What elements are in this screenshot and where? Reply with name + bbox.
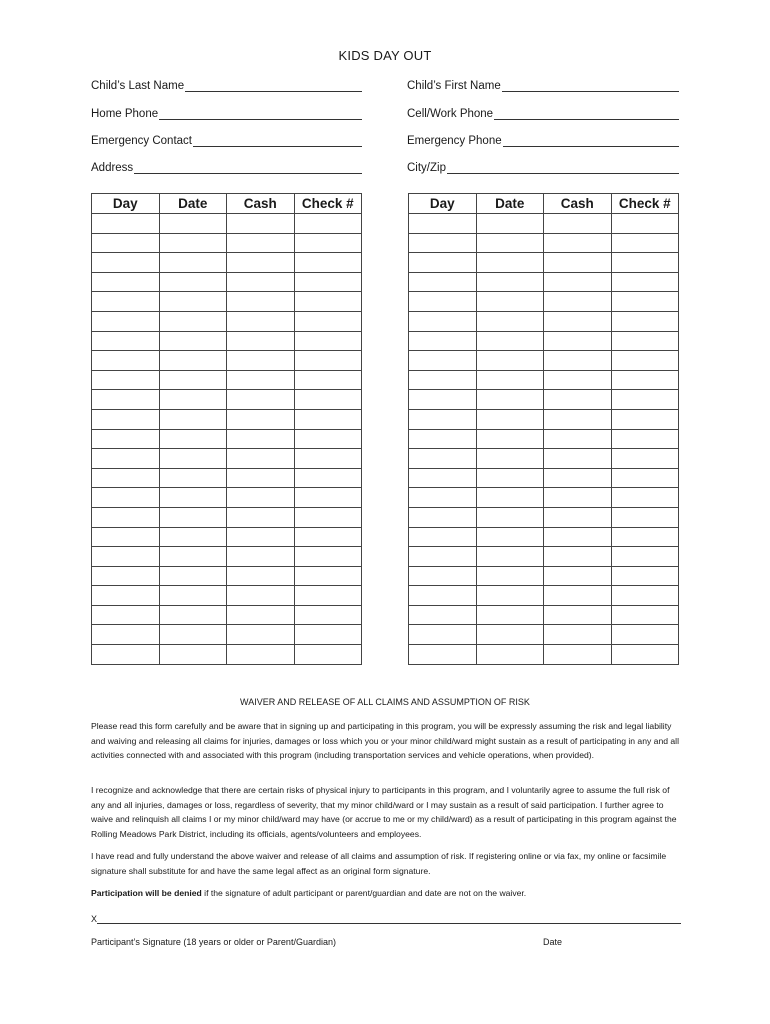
table-row: [409, 214, 679, 234]
table-cell[interactable]: [227, 449, 295, 469]
table-cell[interactable]: [294, 429, 362, 449]
table-cell[interactable]: [227, 527, 295, 547]
table-cell[interactable]: [476, 272, 544, 292]
cell-work-phone-field[interactable]: [407, 106, 679, 120]
table-row: [92, 625, 362, 645]
table-row: [92, 507, 362, 527]
table-row: [92, 547, 362, 567]
table-cell[interactable]: [92, 625, 160, 645]
table-cell[interactable]: [476, 390, 544, 410]
table-row: [409, 449, 679, 469]
table-cell[interactable]: [92, 586, 160, 606]
table-cell[interactable]: [227, 311, 295, 331]
table-cell[interactable]: [159, 449, 227, 469]
table-row: [92, 331, 362, 351]
table-cell[interactable]: [159, 625, 227, 645]
cell-work-phone-line[interactable]: [494, 107, 679, 120]
table-cell[interactable]: [227, 547, 295, 567]
table-cell[interactable]: [92, 351, 160, 371]
table-cell[interactable]: [409, 645, 477, 665]
table-cell[interactable]: [611, 390, 679, 410]
date-label: Date: [543, 937, 563, 947]
day-header: Day: [92, 194, 160, 214]
table-cell[interactable]: [92, 507, 160, 527]
table-cell[interactable]: [409, 625, 477, 645]
table-cell[interactable]: [227, 468, 295, 488]
table-cell[interactable]: [92, 645, 160, 665]
table-row: [409, 311, 679, 331]
table-cell[interactable]: [476, 214, 544, 234]
day-header: Day: [409, 194, 477, 214]
table-row: [409, 233, 679, 253]
table-cell[interactable]: [227, 409, 295, 429]
child-first-name-line[interactable]: [502, 79, 679, 92]
table-cell[interactable]: [159, 370, 227, 390]
table-cell[interactable]: [476, 429, 544, 449]
table-cell[interactable]: [92, 331, 160, 351]
table-row: [92, 488, 362, 508]
table-cell[interactable]: [92, 547, 160, 567]
table-cell[interactable]: [544, 370, 612, 390]
table-cell[interactable]: [544, 507, 612, 527]
table-cell[interactable]: [409, 409, 477, 429]
table-cell[interactable]: [476, 253, 544, 273]
table-cell[interactable]: [409, 311, 477, 331]
table-cell[interactable]: [476, 331, 544, 351]
table-cell[interactable]: [294, 292, 362, 312]
table-cell[interactable]: [159, 507, 227, 527]
date-header: Date: [159, 194, 227, 214]
waiver-title: WAIVER AND RELEASE OF ALL CLAIMS AND ASSUMPTION OF RISK: [240, 697, 530, 707]
table-cell[interactable]: [611, 547, 679, 567]
emergency-phone-line[interactable]: [503, 134, 679, 147]
table-row: [409, 409, 679, 429]
table-cell[interactable]: [476, 311, 544, 331]
table-row: [92, 645, 362, 665]
table-cell[interactable]: [227, 507, 295, 527]
table-cell[interactable]: [159, 527, 227, 547]
form-title: KIDS DAY OUT: [338, 48, 432, 63]
table-cell[interactable]: [544, 429, 612, 449]
table-cell[interactable]: [294, 272, 362, 292]
table-cell[interactable]: [159, 331, 227, 351]
child-last-name-field[interactable]: [91, 78, 362, 92]
cash-header: Cash: [227, 194, 295, 214]
table-cell[interactable]: [294, 409, 362, 429]
table-cell[interactable]: [92, 233, 160, 253]
table-row: [409, 566, 679, 586]
table-cell[interactable]: [409, 253, 477, 273]
table-cell[interactable]: [159, 253, 227, 273]
table-row: [92, 586, 362, 606]
table-cell[interactable]: [227, 566, 295, 586]
table-row: [409, 586, 679, 606]
table-cell[interactable]: [92, 605, 160, 625]
table-cell[interactable]: [611, 449, 679, 469]
table-row: [409, 468, 679, 488]
address-label: Address: [91, 162, 134, 174]
city-zip-line[interactable]: [447, 161, 679, 174]
table-cell[interactable]: [611, 272, 679, 292]
table-cell[interactable]: [159, 409, 227, 429]
table-cell[interactable]: [611, 605, 679, 625]
table-cell[interactable]: [544, 409, 612, 429]
table-cell[interactable]: [611, 409, 679, 429]
table-cell[interactable]: [294, 488, 362, 508]
table-cell[interactable]: [409, 507, 477, 527]
table-cell[interactable]: [294, 645, 362, 665]
table-cell[interactable]: [409, 449, 477, 469]
table-cell[interactable]: [294, 253, 362, 273]
table-cell[interactable]: [92, 390, 160, 410]
table-row: [92, 527, 362, 547]
table-row: [409, 605, 679, 625]
table-cell[interactable]: [159, 214, 227, 234]
cash-header: Cash: [544, 194, 612, 214]
table-cell[interactable]: [476, 488, 544, 508]
table-cell[interactable]: [227, 233, 295, 253]
table-row: [92, 605, 362, 625]
table-cell[interactable]: [294, 449, 362, 469]
table-cell[interactable]: [92, 527, 160, 547]
city-zip-label: City/Zip: [407, 162, 446, 174]
table-cell[interactable]: [227, 272, 295, 292]
table-cell[interactable]: [294, 331, 362, 351]
table-cell[interactable]: [294, 390, 362, 410]
table-row: [92, 390, 362, 410]
table-row: [92, 253, 362, 273]
table-cell[interactable]: [476, 566, 544, 586]
table-cell[interactable]: [544, 625, 612, 645]
table-cell[interactable]: [476, 449, 544, 469]
table-cell[interactable]: [92, 370, 160, 390]
table-cell[interactable]: [92, 272, 160, 292]
attendance-table-right: [408, 193, 679, 665]
table-row: [409, 370, 679, 390]
table-row: [92, 351, 362, 371]
table-row: [409, 625, 679, 645]
address-line[interactable]: [134, 161, 362, 174]
table-cell[interactable]: [409, 586, 477, 606]
signature-x-mark: X: [91, 914, 98, 924]
table-cell[interactable]: [159, 311, 227, 331]
table-cell[interactable]: [159, 468, 227, 488]
table-cell[interactable]: [611, 253, 679, 273]
waiver-paragraph-2: I recognize and acknowledge that there are certain risks of physical injury to participants in this program, and I voluntarily agree to assume the full risk of any and all injuries, damages or loss, regardless of severity, that my minor child/ward or I may sustain as a result of said participation. I further agree to waive and relinquish all claims I or my minor child/ward may have (or accrue to me or my child/ward) as a result of participating in this program against the Rolling Meadows Park District, including its officials, agents/volunteers and employees.: [91, 785, 677, 839]
table-row: [409, 488, 679, 508]
table-cell[interactable]: [476, 292, 544, 312]
table-cell[interactable]: [159, 233, 227, 253]
table-cell[interactable]: [544, 390, 612, 410]
table-cell[interactable]: [611, 311, 679, 331]
table-cell[interactable]: [159, 566, 227, 586]
table-row: [92, 566, 362, 586]
table-row: [92, 370, 362, 390]
table-cell[interactable]: [92, 253, 160, 273]
table-cell[interactable]: [294, 233, 362, 253]
table-cell[interactable]: [611, 645, 679, 665]
table-cell[interactable]: [544, 566, 612, 586]
table-cell[interactable]: [92, 429, 160, 449]
table-cell[interactable]: [544, 351, 612, 371]
table-cell[interactable]: [611, 214, 679, 234]
table-cell[interactable]: [409, 488, 477, 508]
table-cell[interactable]: [92, 214, 160, 234]
table-cell[interactable]: [159, 547, 227, 567]
table-row: [409, 429, 679, 449]
table-cell[interactable]: [92, 292, 160, 312]
table-cell[interactable]: [409, 390, 477, 410]
table-cell[interactable]: [476, 625, 544, 645]
table-cell[interactable]: [227, 351, 295, 371]
table-cell[interactable]: [544, 488, 612, 508]
table-row: [409, 390, 679, 410]
table-cell[interactable]: [544, 272, 612, 292]
table-row: [409, 331, 679, 351]
waiver-paragraph-4: [91, 886, 683, 901]
table-row: [409, 547, 679, 567]
table-cell[interactable]: [227, 488, 295, 508]
address-field[interactable]: [91, 160, 362, 174]
table-cell[interactable]: [611, 331, 679, 351]
table-cell[interactable]: [294, 370, 362, 390]
table-cell[interactable]: [227, 390, 295, 410]
table-cell[interactable]: [409, 527, 477, 547]
table-cell[interactable]: [92, 488, 160, 508]
table-cell[interactable]: [294, 566, 362, 586]
table-cell[interactable]: [294, 586, 362, 606]
table-row: [92, 233, 362, 253]
table-row: [409, 527, 679, 547]
table-cell[interactable]: [476, 468, 544, 488]
table-cell[interactable]: [409, 272, 477, 292]
table-cell[interactable]: [409, 214, 477, 234]
home-phone-label: Home Phone: [91, 108, 159, 120]
table-row: [409, 351, 679, 371]
table-cell[interactable]: [294, 468, 362, 488]
participant-signature-label: Participant’s Signature (18 years or older or Parent/Guardian): [91, 937, 336, 947]
table-cell[interactable]: [544, 214, 612, 234]
table-cell[interactable]: [409, 547, 477, 567]
table-cell[interactable]: [92, 311, 160, 331]
table-cell[interactable]: [476, 547, 544, 567]
table-cell[interactable]: [409, 429, 477, 449]
table-cell[interactable]: [227, 586, 295, 606]
table-cell[interactable]: [409, 370, 477, 390]
table-cell[interactable]: [611, 488, 679, 508]
table-cell[interactable]: [611, 351, 679, 371]
child-first-name-label: Child’s First Name: [407, 80, 501, 92]
table-cell[interactable]: [476, 507, 544, 527]
table-cell[interactable]: [294, 351, 362, 371]
table-cell[interactable]: [409, 605, 477, 625]
date-header: Date: [476, 194, 544, 214]
table-row: [92, 311, 362, 331]
table-cell[interactable]: [159, 292, 227, 312]
table-row: [409, 507, 679, 527]
table-cell[interactable]: [544, 527, 612, 547]
table-cell[interactable]: [476, 370, 544, 390]
table-cell[interactable]: [544, 331, 612, 351]
table-cell[interactable]: [227, 292, 295, 312]
table-cell[interactable]: [611, 527, 679, 547]
table-cell[interactable]: [409, 331, 477, 351]
child-last-name-line[interactable]: [185, 79, 362, 92]
table-cell[interactable]: [92, 468, 160, 488]
check-header: Check #: [611, 194, 679, 214]
table-cell[interactable]: [409, 468, 477, 488]
table-row: [409, 253, 679, 273]
table-cell[interactable]: [159, 390, 227, 410]
table-cell[interactable]: [227, 253, 295, 273]
table-row: [92, 449, 362, 469]
table-cell[interactable]: [294, 311, 362, 331]
table-cell[interactable]: [92, 409, 160, 429]
table-row: [92, 214, 362, 234]
signature-line[interactable]: [91, 910, 681, 924]
child-first-name-field[interactable]: [407, 78, 679, 92]
table-cell[interactable]: [544, 253, 612, 273]
table-row: [92, 292, 362, 312]
emergency-phone-label: Emergency Phone: [407, 135, 502, 147]
table-cell[interactable]: [544, 449, 612, 469]
table-cell[interactable]: [409, 233, 477, 253]
denial-notice-text: if the signature of adult participant or parent/guardian and date are not on the waiver.: [201, 888, 527, 898]
table-cell[interactable]: [294, 507, 362, 527]
table-cell[interactable]: [544, 311, 612, 331]
table-cell[interactable]: [476, 233, 544, 253]
table-cell[interactable]: [227, 370, 295, 390]
table-header-row: [409, 194, 679, 214]
table-row: [409, 645, 679, 665]
check-header: Check #: [294, 194, 362, 214]
table-row: [409, 272, 679, 292]
table-cell[interactable]: [544, 547, 612, 567]
cell-work-phone-label: Cell/Work Phone: [407, 108, 494, 120]
table-cell[interactable]: [611, 370, 679, 390]
table-cell[interactable]: [159, 272, 227, 292]
table-row: [92, 429, 362, 449]
attendance-table-left: [91, 193, 362, 665]
emergency-contact-line[interactable]: [193, 134, 362, 147]
table-cell[interactable]: [159, 351, 227, 371]
table-cell[interactable]: [294, 625, 362, 645]
home-phone-field[interactable]: [91, 106, 362, 120]
city-zip-field[interactable]: [407, 160, 679, 174]
signature-underline[interactable]: [97, 913, 681, 924]
table-cell[interactable]: [227, 331, 295, 351]
waiver-paragraph-1: Please read this form carefully and be aware that in signing up and participating in this program, you will be expressly assuming the risk and legal liability and waiving and releasing all claims for injuries, damages or loss which you or your minor child/ward might sustain as a result of participating in any and all activities connected with and associated with this program (including transportation services and vehicle operations, when provided).: [91, 721, 680, 760]
table-cell[interactable]: [611, 566, 679, 586]
table-row: [92, 468, 362, 488]
emergency-contact-field[interactable]: [91, 133, 362, 147]
table-cell[interactable]: [227, 429, 295, 449]
table-cell[interactable]: [476, 645, 544, 665]
table-row: [409, 292, 679, 312]
table-cell[interactable]: [294, 527, 362, 547]
table-cell[interactable]: [611, 625, 679, 645]
table-cell[interactable]: [227, 605, 295, 625]
table-cell[interactable]: [159, 645, 227, 665]
table-cell[interactable]: [409, 566, 477, 586]
table-cell[interactable]: [227, 214, 295, 234]
table-cell[interactable]: [92, 566, 160, 586]
table-cell[interactable]: [409, 351, 477, 371]
table-cell[interactable]: [159, 488, 227, 508]
table-cell[interactable]: [611, 292, 679, 312]
table-header-row: [92, 194, 362, 214]
table-cell[interactable]: [611, 507, 679, 527]
table-cell[interactable]: [544, 292, 612, 312]
table-cell[interactable]: [611, 468, 679, 488]
table-cell[interactable]: [611, 233, 679, 253]
table-cell[interactable]: [476, 409, 544, 429]
table-cell[interactable]: [294, 547, 362, 567]
table-cell[interactable]: [159, 605, 227, 625]
table-cell[interactable]: [544, 233, 612, 253]
table-cell[interactable]: [544, 468, 612, 488]
table-cell[interactable]: [476, 351, 544, 371]
table-cell[interactable]: [476, 605, 544, 625]
table-row: [92, 409, 362, 429]
table-cell[interactable]: [544, 645, 612, 665]
table-cell[interactable]: [409, 292, 477, 312]
home-phone-line[interactable]: [159, 107, 362, 120]
table-cell[interactable]: [294, 605, 362, 625]
table-cell[interactable]: [544, 605, 612, 625]
waiver-paragraph-3: I have read and fully understand the above waiver and release of all claims and assumption of risk. If registering online or via fax, my online or facsimile signature shall substitute for and have the same legal affect as an original form signature.: [91, 851, 667, 876]
table-cell[interactable]: [611, 586, 679, 606]
table-cell[interactable]: [476, 527, 544, 547]
table-cell[interactable]: [92, 449, 160, 469]
table-row: [92, 272, 362, 292]
table-cell[interactable]: [476, 586, 544, 606]
table-cell[interactable]: [611, 429, 679, 449]
table-cell[interactable]: [159, 429, 227, 449]
denial-notice-bold: Participation will be denied: [91, 888, 202, 898]
table-cell[interactable]: [227, 625, 295, 645]
child-last-name-label: Child’s Last Name: [91, 80, 185, 92]
emergency-contact-label: Emergency Contact: [91, 135, 192, 147]
table-cell[interactable]: [544, 586, 612, 606]
table-cell[interactable]: [294, 214, 362, 234]
emergency-phone-field[interactable]: [407, 133, 679, 147]
table-cell[interactable]: [159, 586, 227, 606]
table-cell[interactable]: [227, 645, 295, 665]
